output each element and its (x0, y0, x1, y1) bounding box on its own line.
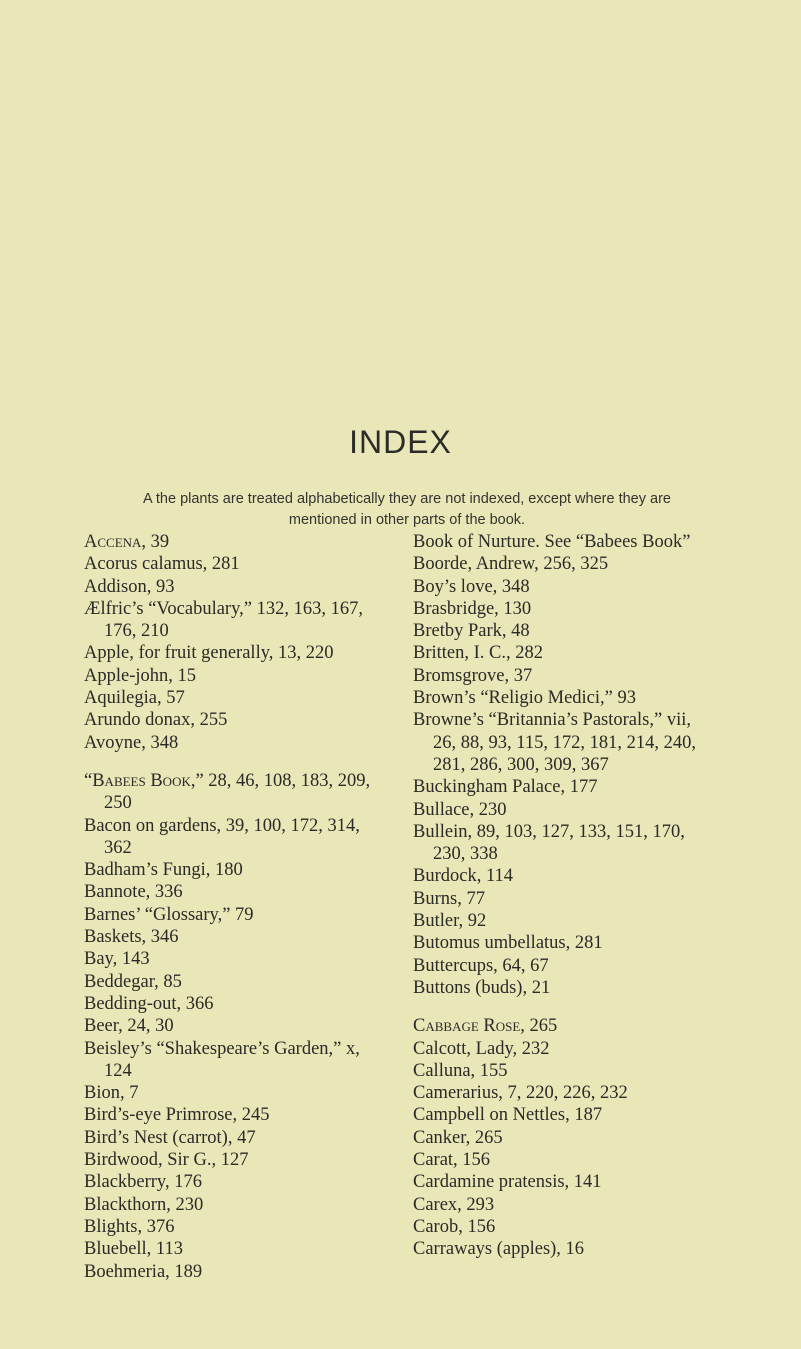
index-entry: Bannote, 336 (84, 882, 183, 903)
index-entry: Bay, 143 (84, 949, 150, 970)
index-entry: Apple, for fruit generally, 13, 220 (84, 643, 334, 664)
index-entry: Badham’s Fungi, 180 (84, 860, 243, 881)
index-entry: Buckingham Palace, 177 (413, 777, 598, 798)
index-entry: Bion, 7 (84, 1083, 139, 1104)
index-entry: Beddegar, 85 (84, 971, 182, 992)
index-entry: Bacon on gardens, 39, 100, 172, 314, 362 (84, 815, 360, 858)
index-column-left (84, 531, 376, 1283)
index-entry: “Babees Book,” 28, 46, 108, 183, 209, 250 (84, 770, 371, 814)
index-entry: Bullace, 230 (413, 799, 507, 820)
index-entry: Bluebell, 113 (84, 1239, 183, 1260)
page-title: INDEX (349, 424, 452, 460)
index-entry: Blights, 376 (84, 1216, 175, 1237)
index-entry: Barnes’ “Glossary,” 79 (84, 904, 254, 925)
index-entry: Browne’s “Britannia’s Pastorals,” vii, 26, 88, 93, 115, 172, 181, 214, 240, 281, 286, 300, 309, 367 (413, 710, 696, 775)
index-entry: Carat, 156 (413, 1150, 491, 1171)
index-entry: Arundo donax, 255 (84, 710, 228, 731)
index-entry: Birdwood, Sir G., 127 (84, 1150, 249, 1171)
index-entry: Calcott, Lady, 232 (413, 1038, 550, 1059)
index-entry: Aquilegia, 57 (84, 688, 185, 709)
index-entry: Bromsgrove, 37 (413, 665, 533, 686)
index-entry: Beisley’s “Shakespeare’s Garden,” x, 124 (84, 1038, 360, 1081)
index-entry: Boehmeria, 189 (84, 1261, 203, 1282)
index-note: A the plants are treated alphabetically they are not indexed, except where they are mentioned in other parts of the book. (143, 491, 671, 528)
index-entry: Canker, 265 (413, 1127, 503, 1148)
index-entry: Avoyne, 348 (84, 732, 179, 753)
index-entry: Carex, 293 (413, 1194, 495, 1215)
index-entry: Boy’s love, 348 (413, 576, 530, 597)
index-entry: Butler, 92 (413, 911, 487, 932)
index-entry: Butomus umbellatus, 281 (413, 933, 603, 954)
index-entry: Boorde, Andrew, 256, 325 (413, 554, 609, 575)
index-entry: Book of Nurture. See “Babees Book” (413, 532, 691, 552)
index-entry: Bullein, 89, 103, 127, 133, 151, 170, 230, 338 (413, 821, 685, 865)
index-entry: Brown’s “Religio Medici,” 93 (413, 688, 636, 709)
index-entry: Bird’s Nest (carrot), 47 (84, 1127, 256, 1148)
index-entry: Buttercups, 64, 67 (413, 955, 549, 976)
index-entry: Ælfric’s “Vocabulary,” 132, 163, 167, 176, 210 (84, 598, 363, 642)
index-entry: Burdock, 114 (413, 866, 514, 887)
index-entry: Blackberry, 176 (84, 1172, 202, 1193)
index-entry: Buttons (buds), 21 (413, 977, 551, 998)
index-column-right (413, 531, 713, 1261)
index-entry: Calluna, 155 (413, 1060, 508, 1081)
index-entry: Britten, I. C., 282 (413, 643, 544, 664)
index-entry: Cardamine pratensis, 141 (413, 1172, 602, 1193)
section-gap (84, 754, 376, 770)
index-entry: Baskets, 346 (84, 927, 179, 948)
index-entry: Addison, 93 (84, 576, 175, 597)
index-entry: Bedding-out, 366 (84, 993, 214, 1014)
index-entry: Carraways (apples), 16 (413, 1239, 585, 1260)
index-entry: Bird’s-eye Primrose, 245 (84, 1105, 270, 1126)
index-entry: Acorus calamus, 281 (84, 554, 240, 575)
index-entry: Blackthorn, 230 (84, 1194, 204, 1215)
index-entry: Campbell on Nettles, 187 (413, 1105, 603, 1126)
index-entry: Apple-john, 15 (84, 665, 197, 686)
index-entry: Cabbage Rose, 265 (413, 1016, 558, 1037)
index-entry: Carob, 156 (413, 1216, 496, 1237)
index-entry: Beer, 24, 30 (84, 1016, 174, 1037)
section-gap (413, 999, 713, 1015)
index-entry: Accena, 39 (84, 532, 170, 552)
index-entry: Bretby Park, 48 (413, 621, 530, 642)
index-entry: Camerarius, 7, 220, 226, 232 (413, 1083, 628, 1104)
index-entry: Burns, 77 (413, 888, 485, 909)
index-entry: Brasbridge, 130 (413, 598, 532, 619)
